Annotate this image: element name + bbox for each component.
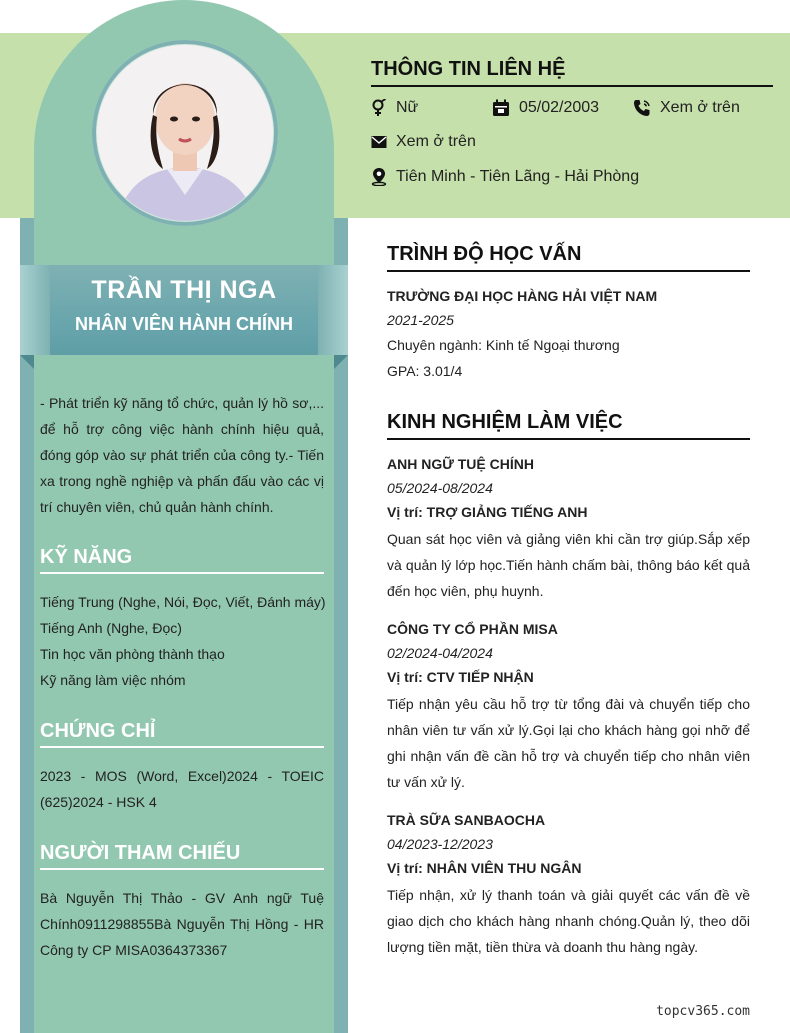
phone-value: Xem ở trên bbox=[660, 99, 740, 116]
avatar bbox=[97, 45, 273, 221]
mail-icon bbox=[371, 135, 387, 149]
job-item bbox=[387, 452, 750, 604]
candidate-role: NHÂN VIÊN HÀNH CHÍNH bbox=[74, 314, 293, 334]
watermark: topcv365.com bbox=[656, 1004, 750, 1019]
job-period: 05/2024-08/2024 bbox=[387, 480, 493, 496]
job-position: Vị trí: TRỢ GIẢNG TIẾNG ANH bbox=[387, 504, 588, 520]
address-value: Tiên Minh - Tiên Lãng - Hải Phòng bbox=[396, 167, 640, 185]
job-position: Vị trí: CTV TIẾP NHẬN bbox=[387, 669, 534, 685]
portrait-photo bbox=[97, 45, 273, 221]
job-period: 02/2024-04/2024 bbox=[387, 645, 493, 661]
certificates-heading: CHỨNG CHỈ bbox=[40, 720, 324, 748]
list-item: Kỹ năng làm việc nhóm bbox=[40, 672, 186, 688]
job-item bbox=[387, 617, 750, 795]
phone-icon bbox=[633, 99, 651, 117]
contact-gender bbox=[371, 99, 418, 117]
list-item: Tiếng Trung (Nghe, Nói, Đọc, Viết, Đánh máy) bbox=[40, 594, 326, 610]
certificates-text: 2023 - MOS (Word, Excel)2024 - TOEIC (625)2024 - HSK 4 bbox=[40, 768, 324, 810]
list-item: Tin học văn phòng thành thạo bbox=[40, 646, 225, 662]
contact-address bbox=[371, 167, 639, 186]
references-text: Bà Nguyễn Thị Thảo - GV Anh ngữ Tuệ Chính0911298855Bà Nguyễn Thị Hồng - HR Công ty CP MISA0364373367 bbox=[40, 890, 324, 958]
job-period: 04/2023-12/2023 bbox=[387, 836, 493, 852]
job-position: Vị trí: NHÂN VIÊN THU NGÂN bbox=[387, 860, 582, 876]
skills-list bbox=[40, 589, 324, 693]
education-period: 2021-2025 bbox=[387, 312, 454, 328]
calendar-icon bbox=[492, 99, 510, 117]
experience-heading: KINH NGHIỆM LÀM VIỆC bbox=[387, 411, 750, 440]
job-description: Quan sát học viên và giảng viên khi cần trợ giúp.Sắp xếp và quản lý lớp học.Tiến hành chấm bài, thông báo kết quả đến học viên, phụ huynh. bbox=[387, 531, 750, 599]
gender-value: Nữ bbox=[396, 99, 419, 116]
contact-birthdate bbox=[492, 99, 599, 117]
education-gpa: GPA: 3.01/4 bbox=[387, 363, 463, 379]
contact-heading: THÔNG TIN LIÊN HỆ bbox=[371, 58, 773, 87]
references-heading: NGƯỜI THAM CHIẾU bbox=[40, 842, 324, 870]
career-objective: - Phát triển kỹ năng tổ chức, quản lý hồ sơ,... để hỗ trợ công việc hành chính hiệu quả, đóng góp vào sự phát triển của công ty.- Tiến xa trong nghề nghiệp và phấn đấu vào các vị trí chuyên viên, chủ quản hành chính. bbox=[40, 395, 324, 515]
contact-phone bbox=[633, 99, 740, 117]
gender-icon bbox=[371, 99, 387, 117]
candidate-name: TRẦN THỊ NGA bbox=[91, 276, 277, 304]
list-item: Tiếng Anh (Nghe, Đọc) bbox=[40, 620, 182, 636]
education-block bbox=[387, 284, 750, 384]
job-description: Tiếp nhận, xử lý thanh toán và giải quyết các vấn đề về giao dịch cho khách hàng nhanh chóng.Quản lý, theo dõi lượng tiền mặt, tiền thừa và doanh thu hàng ngày. bbox=[387, 887, 750, 955]
skills-heading: KỸ NĂNG bbox=[40, 546, 324, 574]
birthdate-value: 05/02/2003 bbox=[519, 99, 600, 116]
job-description: Tiếp nhận yêu cầu hỗ trợ từ tổng đài và chuyển tiếp cho nhân viên tư vấn xử lý.Gọi lại cho khách hàng gọi nhỡ để ghi nhận vấn đề cần hỗ trợ và chuyển tiếp cho nhân viên tư vấn xử lý. bbox=[387, 696, 750, 790]
education-major: Chuyên ngành: Kinh tế Ngoại thương bbox=[387, 337, 620, 353]
school-name: TRƯỜNG ĐẠI HỌC HÀNG HẢI VIỆT NAM bbox=[387, 288, 658, 304]
job-company: CÔNG TY CỔ PHẦN MISA bbox=[387, 621, 558, 637]
job-company: ANH NGỮ TUỆ CHÍNH bbox=[387, 456, 534, 472]
education-heading: TRÌNH ĐỘ HỌC VẤN bbox=[387, 243, 750, 272]
contact-email bbox=[371, 133, 476, 151]
location-pin-icon bbox=[371, 167, 387, 186]
job-item bbox=[387, 808, 750, 960]
name-ribbon bbox=[20, 255, 348, 365]
email-value: Xem ở trên bbox=[396, 133, 476, 150]
job-company: TRÀ SỮA SANBAOCHA bbox=[387, 812, 546, 828]
